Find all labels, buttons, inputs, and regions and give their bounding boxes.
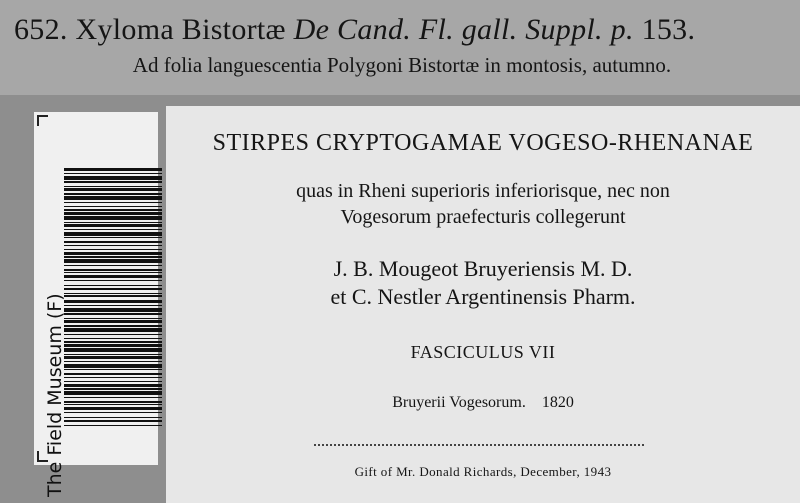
series-subtitle-line-1: quas in Rheni superioris inferiorisque, nec non	[296, 180, 670, 202]
gift-statement: Gift of Mr. Donald Richards, December, 1943	[354, 464, 612, 479]
species-authority: De Cand.	[293, 13, 412, 46]
specimen-heading	[14, 10, 790, 50]
literature-reference: Fl. gall. Suppl. p.	[418, 13, 634, 46]
barcode-icon	[64, 168, 162, 430]
series-title: STIRPES CRYPTOGAMAE VOGESO-RHENANAE	[212, 130, 754, 156]
collector-line-2: et C. Nestler Argentinensis Pharm.	[330, 284, 636, 309]
species-name: Xyloma Bistortæ	[75, 13, 286, 46]
fascicle-number: FASCICULUS VII	[410, 342, 556, 362]
collector-line-1: J. B. Mougeot Bruyeriensis M. D.	[333, 256, 633, 281]
barcode-card	[34, 112, 158, 497]
dotted-divider	[314, 444, 644, 446]
series-subtitle-line-2: Vogesorum praefecturis collegerunt	[340, 206, 626, 228]
place-and-year: Bruyerii Vogesorum. 1820	[392, 394, 574, 411]
reference-page: 153.	[641, 13, 696, 46]
specimen-number: 652.	[14, 13, 68, 46]
top-specimen-label	[0, 0, 800, 95]
institution-name: The Field Museum (F)	[44, 293, 66, 497]
habitat-text: Ad folia languescentia Polygoni Bistortæ in montosis, autumno.	[132, 53, 672, 77]
exsiccata-label	[166, 106, 800, 503]
crop-mark-icon	[37, 115, 48, 126]
